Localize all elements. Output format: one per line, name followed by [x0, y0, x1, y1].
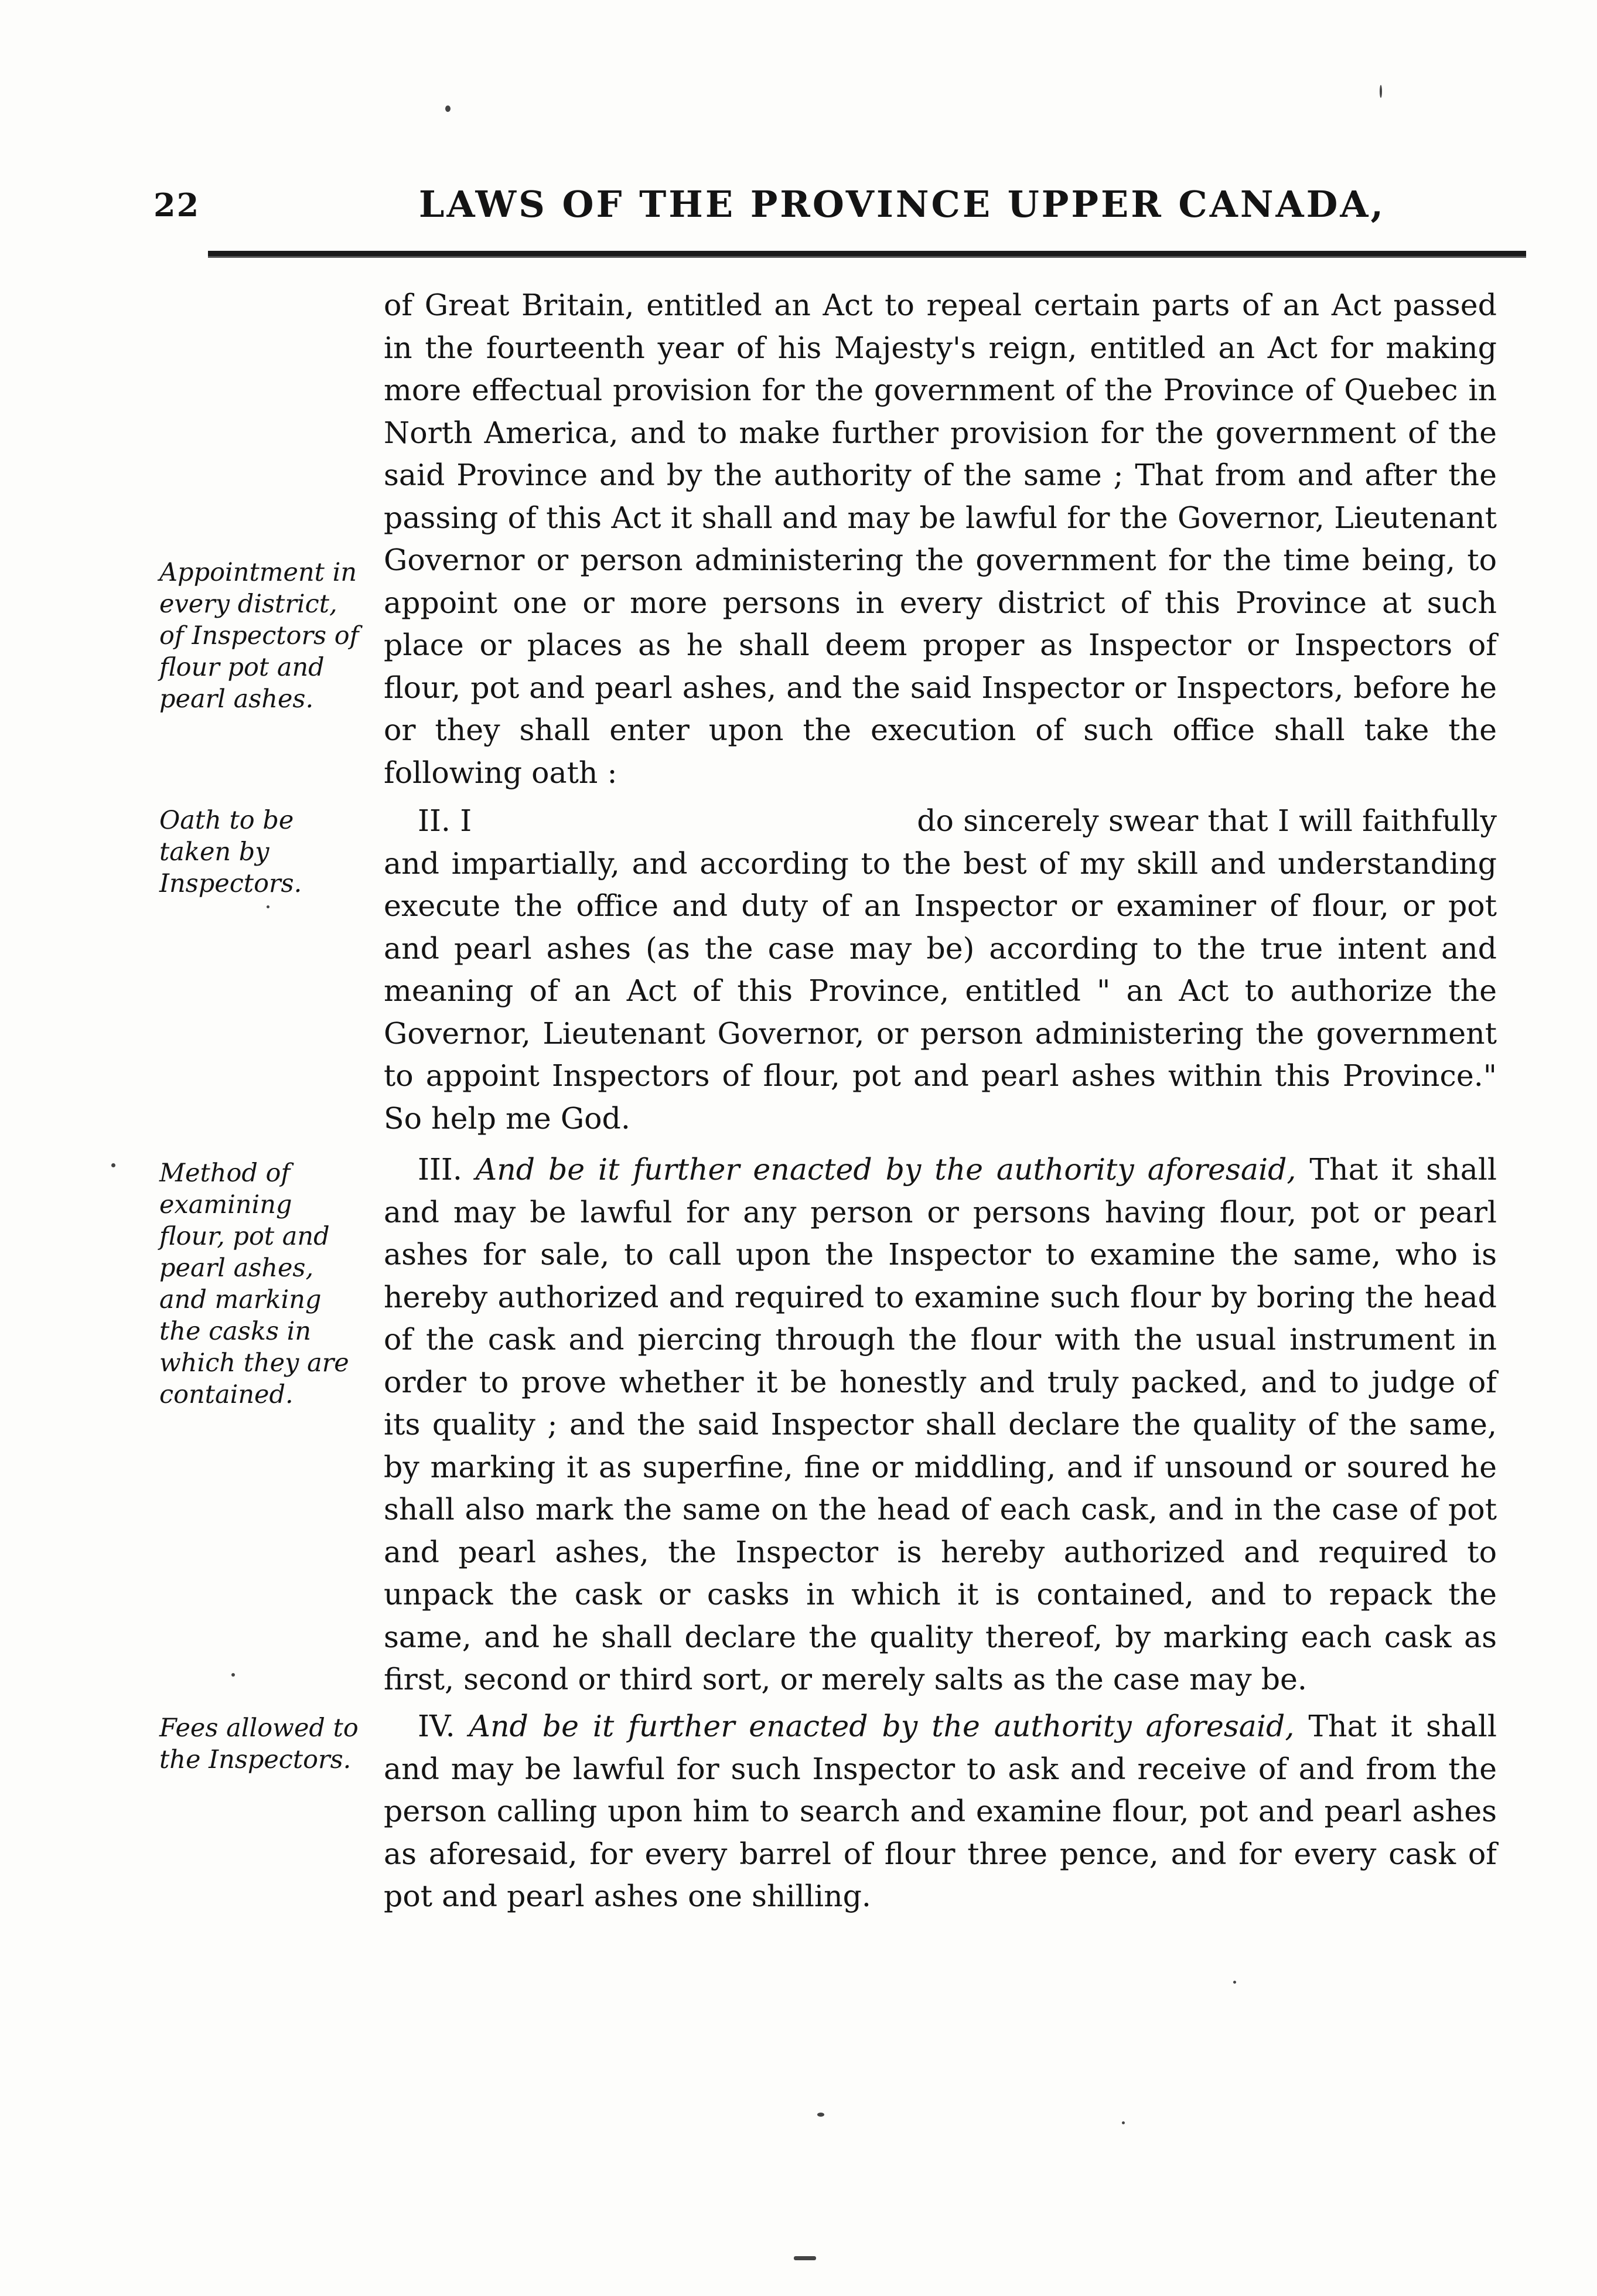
margin-note-method: Method of examining flour, pot and pearl ashes, and marking the casks in which they are contained.: [159, 1159, 349, 1409]
running-title: LAWS OF THE PROVINCE UPPER CANADA,: [418, 183, 1386, 226]
section-1-text: [384, 284, 1497, 794]
oath-pronoun: I: [460, 803, 472, 838]
scan-speck: [231, 1673, 235, 1677]
scan-speck: [111, 1163, 115, 1167]
section-2-text: [384, 800, 1497, 1140]
scan-speck: [445, 105, 451, 112]
section-1-paragraph: of Great Britain, entitled an Act to repeal certain parts of an Act passed in the fourteenth year of his Majesty's reign, entitled an Act for making more effectual provision for the government of the Province of Quebec in North America, and to make further provision for the government of the said Province and by the authority of the same ; That from and after the passing of this Act it shall and may be lawful for the Governor, Lieutenant Governor or person administering the government for the time being, to appoint one or more persons in every district of this Province at such place or places as he shall deem proper as Inspector or Inspectors of flour, pot and pearl ashes, and the said Inspector or Inspectors, before he or they shall enter upon the execution of such office shall take the following oath :: [384, 288, 1497, 790]
scan-speck: [267, 905, 269, 908]
section-2-body: do sincerely swear that I will faithfully and impartially, and according to the best of my skill and understanding execute the office and duty of an Inspector or examiner of flour, or pot and pearl ashes (as the case may be) according to the true intent and meaning of an Act of this Province, entitled " an Act to authorize the Governor, Lieutenant Governor, or person administering the government to appoint Inspectors of flour, pot and pearl ashes within this Province." So help me God.: [384, 803, 1497, 1136]
page-number: 22: [153, 186, 200, 224]
section-4-body: That it shall and may be lawful for such Inspector to ask and receive of and from the person calling upon him to search and examine flour, pot and pearl ashes as aforesaid, for every barrel of flour three pence, and for every cask of pot and pearl ashes one shilling.: [384, 1709, 1497, 1913]
section-4-text: [384, 1705, 1497, 1918]
margin-note-oath: Oath to be taken by Inspectors.: [159, 806, 302, 898]
scan-speck: [817, 2113, 824, 2117]
section-4-number: IV.: [418, 1709, 455, 1743]
section-3-text: [384, 1149, 1497, 1701]
header-rule: [208, 251, 1526, 258]
section-3-number: III.: [418, 1152, 462, 1187]
section-2-number: II.: [418, 803, 451, 838]
section-3-paragraph: [384, 1149, 1497, 1701]
scan-speck: [1233, 1981, 1236, 1984]
section-4-paragraph: [384, 1705, 1497, 1918]
scan-speck: [1122, 2121, 1125, 2124]
section-3-body: That it shall and may be lawful for any person or persons having flour, pot or pearl ashes for sale, to call upon the Inspector to examine the same, who is hereby authorized and required to examine such flour by boring the head of the cask and piercing through the flour with the usual instrument in order to prove whether it be honestly and truly packed, and to judge of its quality ; and the said Inspector shall declare the quality of the same, by marking it as superfine, fine or middling, and if unsound or soured he shall also mark the same on the head of each cask, and in the case of pot and pearl ashes, the Inspector is hereby authorized and required to unpack the cask or casks in which it is contained, and to repack the same, and he shall declare the quality thereof, by marking each cask as first, second or third sort, or merely salts as the case may be.: [384, 1152, 1497, 1697]
section-2-paragraph: [384, 800, 1497, 1140]
section-4-enacting-clause: And be it further enacted by the authority aforesaid,: [469, 1709, 1295, 1743]
margin-note-fees: Fees allowed to the Inspectors.: [159, 1714, 359, 1774]
margin-note-appointment: Appointment in every district, of Inspectors of flour pot and pearl ashes.: [159, 558, 359, 714]
section-3-enacting-clause: And be it further enacted by the authority aforesaid,: [475, 1152, 1296, 1187]
scan-speck: [1380, 85, 1382, 98]
scan-speck: [794, 2256, 816, 2260]
